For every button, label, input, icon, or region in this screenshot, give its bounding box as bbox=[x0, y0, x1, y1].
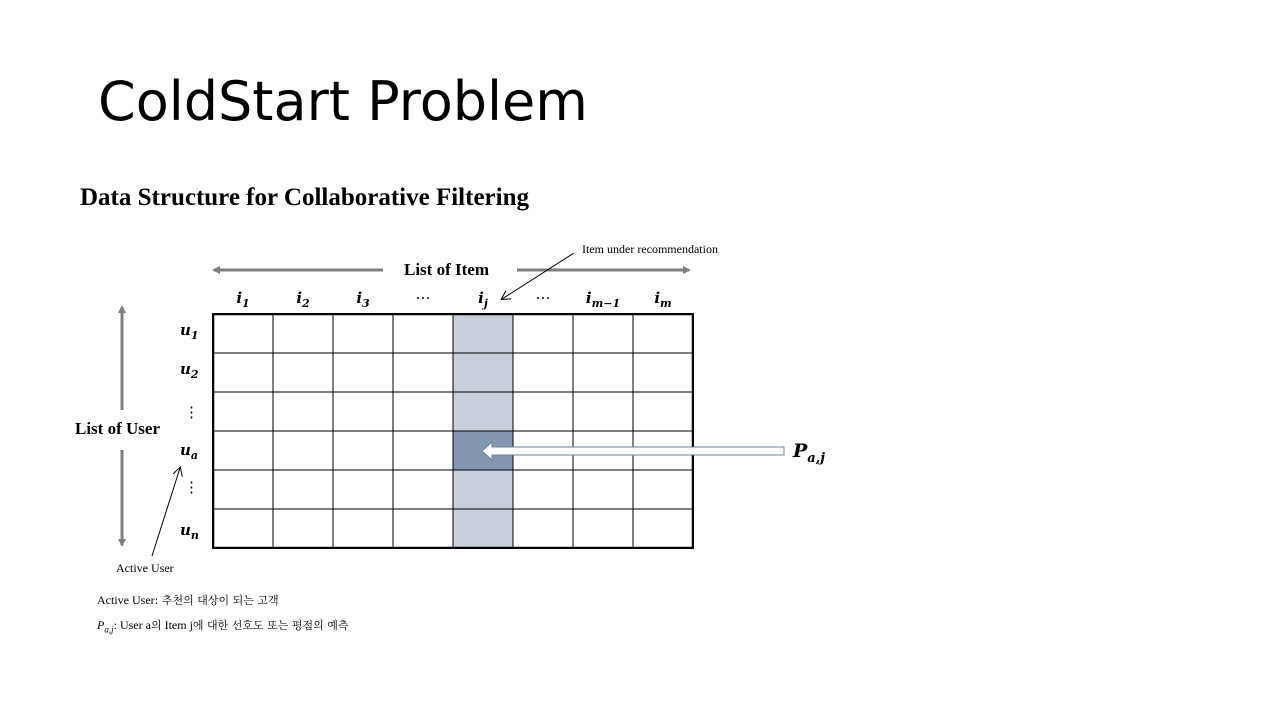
matrix-cell bbox=[573, 509, 633, 548]
active-user-callout-label: Active User bbox=[116, 561, 174, 575]
note-pred-kr1: 의 bbox=[150, 619, 162, 632]
user-row-vdots-2: ⋮ bbox=[184, 478, 199, 496]
active-user-callout-arrow bbox=[152, 468, 180, 556]
item-axis-label: List of Item bbox=[404, 260, 489, 279]
matrix-cell bbox=[633, 509, 693, 548]
matrix-cell bbox=[333, 314, 393, 353]
user-axis-label: List of User bbox=[75, 419, 160, 438]
item-header-2: $i_2$ bbox=[296, 289, 310, 310]
note-pred-kr2: 에 대한 선호도 또는 평점의 예측 bbox=[192, 619, 349, 632]
note-pred-prefix: : User a bbox=[113, 618, 151, 632]
item-header-j: $i_j$ bbox=[478, 289, 488, 310]
matrix-cell bbox=[573, 314, 633, 353]
matrix-cell bbox=[273, 509, 333, 548]
matrix-cell bbox=[273, 314, 333, 353]
matrix-cell bbox=[513, 509, 573, 548]
matrix-cell bbox=[273, 353, 333, 392]
note-active-user-term: Active User bbox=[97, 593, 155, 607]
matrix-cell bbox=[453, 470, 513, 509]
matrix-cell bbox=[633, 470, 693, 509]
matrix-cell bbox=[633, 392, 693, 431]
matrix-cell bbox=[453, 314, 513, 353]
matrix-cell bbox=[633, 353, 693, 392]
note-active-user-desc: : 추천의 대상이 되는 고객 bbox=[154, 594, 279, 607]
matrix-cell bbox=[213, 509, 273, 548]
matrix-cell bbox=[333, 392, 393, 431]
matrix-cell bbox=[633, 314, 693, 353]
note-active-user bbox=[97, 592, 279, 608]
matrix-cell bbox=[213, 314, 273, 353]
matrix-cell bbox=[213, 392, 273, 431]
item-header-ellipsis-2: … bbox=[535, 285, 551, 303]
matrix-cell bbox=[573, 470, 633, 509]
prediction-arrow bbox=[470, 438, 790, 464]
user-row-label-1: $u_1$ bbox=[180, 321, 199, 342]
matrix-cell bbox=[573, 353, 633, 392]
item-header-1: $i_1$ bbox=[236, 289, 250, 310]
user-row-vdots-1: ⋮ bbox=[184, 403, 199, 421]
matrix-cell bbox=[573, 392, 633, 431]
item-header-3: $i_3$ bbox=[356, 289, 370, 310]
matrix-cell bbox=[513, 353, 573, 392]
matrix-cell bbox=[333, 470, 393, 509]
matrix-cell bbox=[213, 431, 273, 470]
matrix-cell bbox=[213, 470, 273, 509]
matrix-cell bbox=[333, 431, 393, 470]
prediction-label: $P_{a,j}$ bbox=[793, 440, 825, 466]
matrix-cell bbox=[393, 431, 453, 470]
matrix-cell bbox=[213, 353, 273, 392]
user-row-label-n: $u_n$ bbox=[180, 521, 199, 542]
item-header-m: $i_m$ bbox=[654, 289, 672, 310]
item-header-ellipsis-1: … bbox=[415, 285, 431, 303]
matrix-cell bbox=[393, 392, 453, 431]
matrix-cell bbox=[393, 470, 453, 509]
matrix-cell bbox=[453, 509, 513, 548]
matrix-cell bbox=[453, 353, 513, 392]
item-callout-label: Item under recommendation bbox=[582, 242, 718, 256]
item-header-m-minus-1: $i_{m-1}$ bbox=[585, 289, 621, 310]
matrix-cell bbox=[273, 431, 333, 470]
slide-subtitle: Data Structure for Collaborative Filtering bbox=[80, 184, 529, 211]
slide-title: ColdStart Problem bbox=[98, 70, 588, 133]
note-pred-symbol: $P_{a,j}$ bbox=[97, 618, 114, 635]
matrix-cell bbox=[513, 470, 573, 509]
matrix-cell bbox=[273, 392, 333, 431]
matrix-cell bbox=[513, 392, 573, 431]
note-prediction bbox=[97, 617, 349, 634]
matrix-cell bbox=[453, 392, 513, 431]
matrix-cell bbox=[513, 314, 573, 353]
item-header-row bbox=[213, 285, 693, 313]
matrix-cell bbox=[393, 353, 453, 392]
user-row-label-a: $u_a$ bbox=[180, 441, 199, 462]
matrix-cell bbox=[333, 353, 393, 392]
matrix-cell bbox=[393, 509, 453, 548]
user-item-matrix bbox=[212, 313, 694, 549]
note-pred-mid: Item j bbox=[161, 618, 193, 632]
matrix-cell bbox=[333, 509, 393, 548]
matrix-cell bbox=[393, 314, 453, 353]
matrix-cell bbox=[273, 470, 333, 509]
user-row-label-2: $u_2$ bbox=[180, 360, 199, 381]
